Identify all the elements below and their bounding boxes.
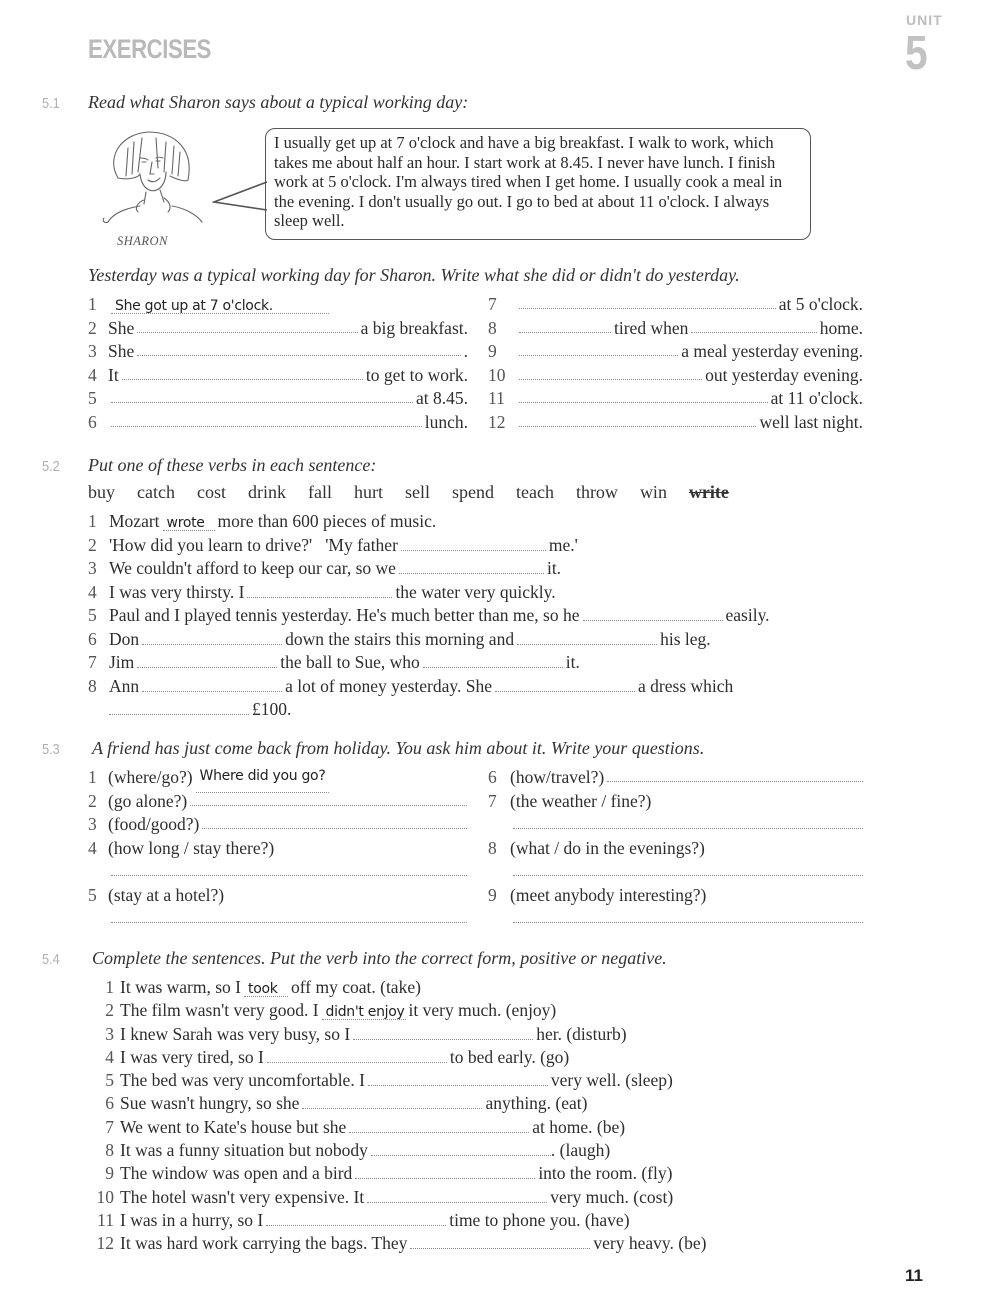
exercise-item: 5 (stay at a hotel?) (88, 884, 225, 905)
verb: throw (575, 482, 618, 502)
exercise-item: 12 It was hard work carrying the bags. They very heavy. (be) (96, 1233, 707, 1254)
exercise-5-3-left-column (88, 769, 470, 934)
exercise-5-4-header (42, 948, 667, 969)
answer-field[interactable] (519, 367, 702, 380)
answer-field[interactable] (371, 1143, 551, 1156)
unit-number: 5 (905, 27, 928, 80)
answer-field[interactable] (367, 1190, 547, 1203)
speech-bubble: I usually get up at 7 o'clock and have a big breakfast. I walk to work, which takes me about half an hour. I start work at 8.45. I never have lunch. I finish work at 5 o'clock. I'm always tired when I get home. I usually cook a meal in the evening. I don't usually go out. I go to bed at about 11 o'clock. I always sleep well. (265, 128, 811, 240)
exercise-item: 5 The bed was very uncomfortable. I very well. (sleep) (105, 1070, 673, 1091)
answer-field[interactable] (137, 655, 277, 668)
exercise-item: 7 (the weather / fine?) (488, 790, 652, 811)
answer-field[interactable] (202, 816, 467, 829)
answer-field[interactable] (513, 910, 863, 923)
verb: drink (247, 482, 286, 502)
exercise-item: 7 We went to Kate's house but she at home. (be) (105, 1116, 626, 1137)
exercise-instruction: Complete the sentences. Put the verb into the correct form, positive or negative. (92, 948, 667, 968)
answer-field[interactable] (267, 1050, 447, 1063)
answer-field[interactable] (137, 320, 357, 333)
exercise-item: 11 at 11 o'clock. (488, 388, 863, 408)
answer-field[interactable] (410, 1236, 590, 1249)
verb-list (88, 482, 751, 503)
answer-line (488, 863, 866, 887)
verb-used: write (688, 482, 729, 502)
answer-field[interactable] (519, 343, 678, 356)
exercise-item: 8 tired when home. (488, 317, 863, 338)
exercise-item: 7 at 5 o'clock. (488, 294, 863, 314)
exercise-5-3-header (42, 738, 704, 759)
exercise-number: 5.1 (42, 95, 60, 112)
verb: catch (137, 482, 175, 502)
verb: fall (307, 482, 332, 502)
exercise-item: 2 She a big breakfast. (88, 317, 468, 338)
exercise-item: 6 Sue wasn't hungry, so she anything. (eat) (105, 1093, 588, 1114)
exercise-item: 3 (food/good?) (88, 816, 470, 840)
answer-field[interactable]: Where did you go? (196, 769, 329, 793)
answer-field[interactable]: She got up at 7 o'clock. (111, 299, 329, 314)
exercise-5-4-items (88, 979, 706, 1259)
exercise-item: 9 (meet anybody interesting?) (488, 884, 707, 905)
exercise-item: 2 (go alone?) (88, 793, 470, 817)
answer-field[interactable] (109, 702, 249, 715)
exercise-item: 6 lunch. (88, 411, 468, 432)
verb: teach (515, 482, 554, 502)
exercise-instruction-2: Yesterday was a typical working day for Sharon. Write what she did or didn't do yesterday. (88, 265, 740, 285)
exercise-item: 5 Paul and I played tennis yesterday. He's much better than me, so he easily. (88, 605, 770, 625)
verb: win (639, 482, 667, 502)
exercise-item: 3 I knew Sarah was very busy, so I her. (disturb) (105, 1023, 627, 1044)
exercise-5-1-header (42, 92, 468, 113)
answer-field[interactable] (513, 863, 863, 876)
answer-field[interactable] (142, 632, 282, 645)
exercise-number: 5.4 (42, 951, 60, 968)
exercise-item: 1 (where/go?) Where did you go? (88, 769, 470, 793)
answer-field[interactable] (399, 561, 544, 574)
exercise-item: 6 (how/travel?) (488, 769, 866, 793)
exercise-5-1-left-column (88, 296, 468, 437)
exercise-item: 4 (how long / stay there?) (88, 837, 275, 858)
exercise-item: 9 The window was open and a bird into the room. (fly) (105, 1163, 673, 1184)
answer-field[interactable] (519, 390, 768, 403)
exercise-item: 8 It was a funny situation but nobody . (laugh) (105, 1140, 611, 1161)
answer-field[interactable] (495, 679, 635, 692)
exercise-item: 3 She . (88, 341, 468, 361)
answer-line (88, 910, 470, 934)
answer-field[interactable]: didn't enjoy (322, 1005, 406, 1020)
answer-field[interactable] (607, 769, 863, 782)
answer-field[interactable] (519, 296, 776, 309)
answer-line (88, 863, 470, 887)
answer-field[interactable] (401, 538, 546, 551)
answer-field[interactable] (190, 793, 467, 806)
exercise-5-2-items (88, 513, 770, 725)
exercise-item: 10 out yesterday evening. (488, 364, 863, 385)
exercise-item: 4 It to get to work. (88, 364, 468, 385)
verb: hurt (353, 482, 383, 502)
page-number: 11 (905, 1266, 923, 1285)
answer-field[interactable]: wrote (163, 516, 215, 531)
verb: cost (196, 482, 226, 502)
answer-field[interactable] (513, 816, 863, 829)
exercise-item: 5 at 8.45. (88, 388, 468, 408)
answer-field[interactable] (349, 1120, 529, 1133)
exercise-item: 2 'How did you learn to drive?' 'My father me.' (88, 534, 578, 555)
answer-field[interactable] (519, 414, 756, 427)
answer-field[interactable] (266, 1213, 446, 1226)
answer-line (488, 910, 866, 934)
answer-field[interactable] (247, 585, 392, 598)
verb: spend (451, 482, 494, 502)
sharon-portrait-icon (98, 128, 208, 228)
exercise-item: 3 We couldn't afford to keep our car, so we it. (88, 558, 562, 578)
unit-label: UNIT (906, 12, 943, 28)
answer-field[interactable] (691, 320, 816, 333)
exercise-number: 5.3 (42, 741, 60, 758)
answer-field[interactable] (302, 1096, 482, 1109)
answer-field[interactable] (142, 679, 282, 692)
answer-field[interactable] (355, 1166, 535, 1179)
answer-field[interactable] (583, 608, 723, 621)
exercise-5-2-header (42, 455, 376, 476)
answer-field[interactable] (423, 655, 563, 668)
answer-field[interactable] (122, 367, 363, 380)
exercise-instruction: Put one of these verbs in each sentence: (88, 455, 377, 475)
exercise-item: 7 Jim the ball to Sue, who it. (88, 652, 580, 672)
answer-field[interactable] (111, 390, 413, 403)
exercise-item: 6 Don down the stairs this morning and his leg. (88, 628, 711, 649)
answer-field[interactable] (517, 632, 657, 645)
answer-field[interactable]: took (244, 982, 288, 997)
answer-field[interactable] (353, 1027, 533, 1040)
exercise-item: 1 She got up at 7 o'clock. (88, 296, 468, 320)
page-title: EXERCISES (88, 34, 212, 64)
exercise-item: 12 well last night. (488, 411, 863, 432)
answer-line (488, 816, 866, 840)
verb: buy (88, 482, 115, 502)
speech-bubble-tail-icon (212, 180, 268, 214)
exercise-item: 8 (what / do in the evenings?) (488, 837, 705, 858)
exercise-instruction: Read what Sharon says about a typical working day: (88, 92, 469, 112)
answer-field[interactable] (111, 910, 467, 923)
answer-field[interactable] (519, 320, 611, 333)
exercise-item: 9 a meal yesterday evening. (488, 341, 863, 361)
exercise-instruction: A friend has just come back from holiday. You ask him about it. Write your questions. (92, 738, 705, 758)
exercise-number: 5.2 (42, 458, 60, 475)
exercise-item-continuation: £100. (88, 701, 770, 725)
answer-field[interactable] (137, 343, 460, 356)
exercise-item: 11 I was in a hurry, so I time to phone you. (have) (97, 1209, 630, 1230)
exercise-5-1-right-column (488, 296, 863, 437)
verb: sell (404, 482, 430, 502)
exercise-item: 1 It was warm, so I took off my coat. (take) (105, 977, 421, 997)
exercise-item: 10 The hotel wasn't very expensive. It very much. (cost) (96, 1186, 674, 1207)
exercise-item: 2 The film wasn't very good. I didn't enjoy it very much. (enjoy) (105, 1000, 557, 1021)
answer-field[interactable] (368, 1073, 548, 1086)
answer-field[interactable] (111, 414, 422, 427)
exercise-5-3-right-column (488, 769, 866, 934)
exercise-item: 8 Ann a lot of money yesterday. She a dress which (88, 675, 734, 696)
sharon-caption: SHARON (117, 234, 168, 248)
exercise-item: 1 Mozart wrote more than 600 pieces of music. (88, 511, 437, 531)
answer-field[interactable] (111, 863, 467, 876)
exercise-item: 4 I was very tired, so I to bed early. (go) (105, 1046, 570, 1067)
exercise-item: 4 I was very thirsty. I the water very quickly. (88, 581, 556, 602)
